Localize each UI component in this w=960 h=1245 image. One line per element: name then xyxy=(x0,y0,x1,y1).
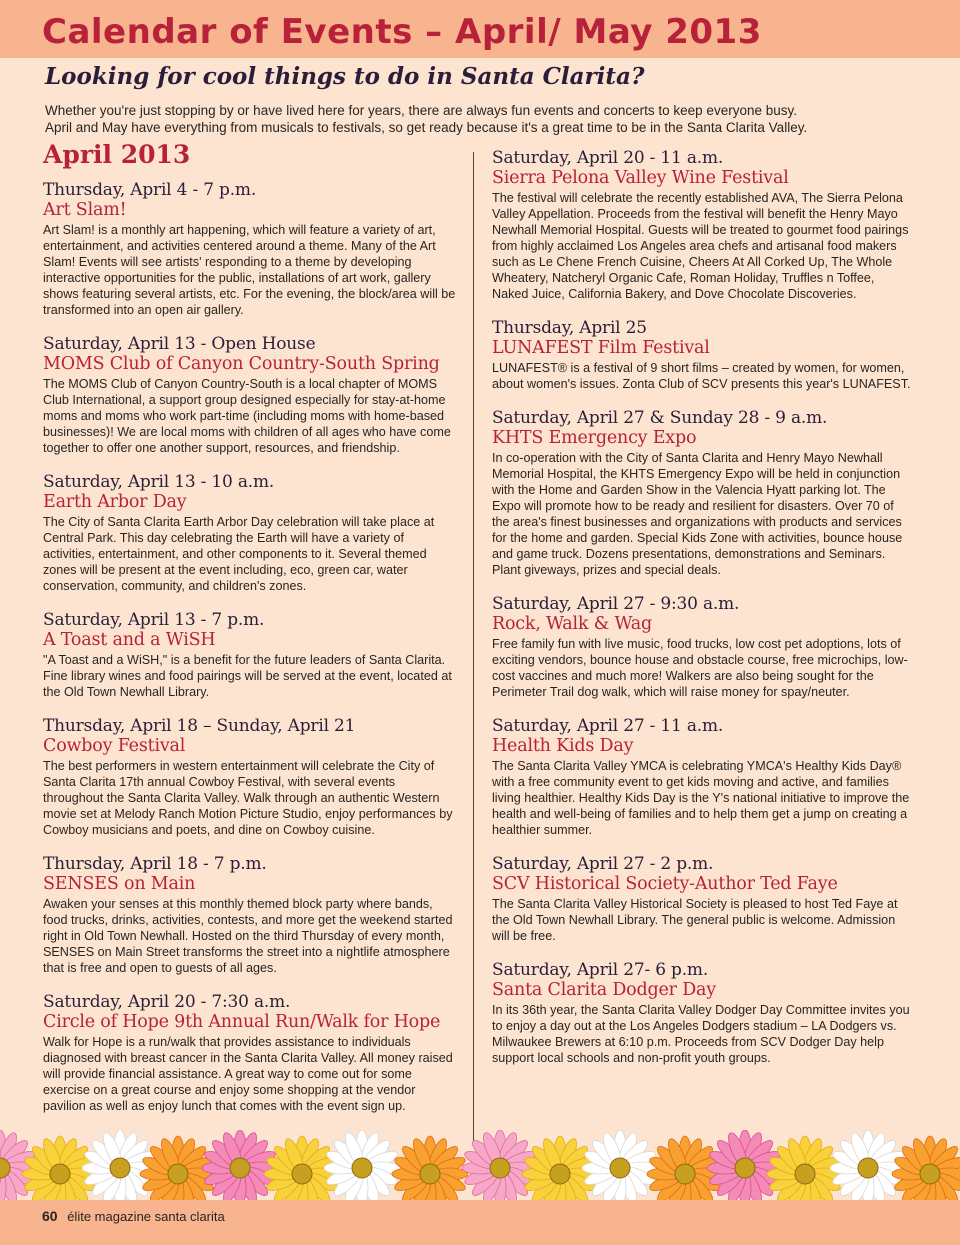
event-name: A Toast and a WiSH xyxy=(43,630,216,650)
event-name: MOMS Club of Canyon Country-South Spring xyxy=(43,354,440,374)
flower xyxy=(324,1130,400,1206)
event-name: LUNAFEST Film Festival xyxy=(492,338,710,358)
left-column xyxy=(43,140,458,1130)
page-subtitle: Looking for cool things to do in Santa Clarita? xyxy=(45,63,645,90)
event-date: Saturday, April 27 - 11 a.m. xyxy=(492,716,724,736)
event-name: Cowboy Festival xyxy=(43,736,186,756)
month-heading: April 2013 xyxy=(43,140,191,169)
event-name: Health Kids Day xyxy=(492,736,634,756)
event-description: Walk for Hope is a run/walk that provides assistance to individuals diagnosed with breast cancer in the Santa Clarita Valley. All money raised will provide financial assistance. A great way to come out for some exercise on a great course and enjoy some shopping at the vendor pavilion as well as enjoy lunch that comes with the event sign up. xyxy=(43,1035,453,1113)
event-description: Awaken your senses at this monthly themed block party where bands, food trucks, drinks, activities, contests, and more get the weekend started right in Old Town Newhall. Hosted on the third Thursday of every month, SENSES on Main Street transforms the street into a nightlife atmosphere that is free and open to guests of all ages. xyxy=(43,897,453,975)
event-description: Art Slam! is a monthly art happening, which will feature a variety of art, entertainment, and activities centered around a theme. Many of the Art Slam! Events will see artists' responding to a theme by developing interactive opportunities for the public, installations of art work, gallery shows featuring several artists, etc. For the evening, the block/area will be transformed into an open air gallery. xyxy=(43,223,456,317)
flower xyxy=(140,1136,216,1210)
event-description: In co-operation with the City of Santa Clarita and Henry Mayo Newhall Memorial Hospital, the KHTS Emergency Expo will be held in conjunction with the Home and Garden Show in the Valencia Hyatt parking lot. The Expo will promote how to be ready and resilient for disasters. Over 70 of the area's finest businesses and organizations with products and services for the home and garden. Special Kids Zone with activities, bounce house and game truck. Dozens presentations, demonstrations and Seminars. Plant giveways, prizes and special deals. xyxy=(492,451,903,577)
flower-border xyxy=(0,1130,960,1210)
flower xyxy=(582,1130,658,1206)
event-item xyxy=(43,180,458,318)
page-footer xyxy=(42,1208,225,1224)
event-date: Thursday, April 18 - 7 p.m. xyxy=(43,854,267,874)
publication-name: élite magazine santa clarita xyxy=(67,1209,225,1224)
flower xyxy=(202,1130,278,1206)
event-name: Circle of Hope 9th Annual Run/Walk for Hope xyxy=(43,1012,441,1032)
event-item xyxy=(43,992,458,1114)
event-date: Saturday, April 27 - 9:30 a.m. xyxy=(492,594,740,614)
flower xyxy=(392,1136,468,1210)
flower xyxy=(707,1130,783,1206)
column-divider xyxy=(473,152,474,1142)
right-column xyxy=(492,148,912,1082)
left-event-list xyxy=(43,180,458,1114)
event-item xyxy=(492,960,912,1066)
event-description: LUNAFEST® is a festival of 9 short films – created by women, for women, about women's issues. Zonta Club of SCV presents this year's LUNAFEST. xyxy=(492,361,911,391)
event-description: The best performers in western entertainment will celebrate the City of Santa Clarita 17th annual Cowboy Festival, with several events throughout the Santa Clarita Valley. Walk through an authentic Western movie set at Melody Ranch Motion Picture Studio, enjoy performances by Cowboy musicians and poets, and dine on Cowboy cuisine. xyxy=(43,759,453,837)
flower xyxy=(647,1136,723,1210)
event-item xyxy=(43,472,458,594)
intro-line: April and May have everything from musicals to festivals, so get ready because it's a great time to be in the Santa Clarita Valley. xyxy=(45,120,808,135)
flower xyxy=(830,1130,906,1206)
flower xyxy=(462,1130,538,1206)
event-name: SENSES on Main xyxy=(43,874,196,894)
event-date: Thursday, April 18 – Sunday, April 21 xyxy=(43,716,356,736)
event-description: In its 36th year, the Santa Clarita Valley Dodger Day Committee invites you to enjoy a day out at the Los Angeles Dodgers stadium – LA Dodgers vs. Milwaukee Brewers at 6:10 p.m. Proceeds from SCV Dodger Day help support local schools and non-profit youth groups. xyxy=(492,1003,910,1065)
event-name: Art Slam! xyxy=(43,200,127,220)
event-item xyxy=(43,716,458,838)
intro-paragraph xyxy=(45,102,925,136)
page-number: 60 xyxy=(42,1208,58,1224)
event-description: The festival will celebrate the recently established AVA, The Sierra Pelona Valley Appellation. Proceeds from the festival will benefit the Henry Mayo Newhall Memorial Hospital. Guests will be treated to gourmet food pairings from highly acclaimed Los Angeles area chefs and artisanal food makers such as Le Chene French Cuisine, Cheers At All Corked Up, The Whole Wheatery, Natcheryl Organic Cafe, Roman Holiday, Truffles n Toffee, Naked Juice, California Bakery, and Dove Chocolate Discoveries. xyxy=(492,191,909,301)
flower xyxy=(892,1136,960,1210)
flower xyxy=(522,1136,598,1210)
event-date: Saturday, April 27 - 2 p.m. xyxy=(492,854,714,874)
event-name: KHTS Emergency Expo xyxy=(492,428,697,448)
intro-line: Whether you're just stopping by or have lived here for years, there are always fun events and concerts to keep everyone busy. xyxy=(45,103,797,118)
event-description: "A Toast and a WiSH," is a benefit for the future leaders of Santa Clarita. Fine library wines and food pairings will be served at the event, located at the Old Town Newhall Library. xyxy=(43,653,452,699)
event-name: Sierra Pelona Valley Wine Festival xyxy=(492,168,789,188)
flower xyxy=(82,1130,158,1206)
event-item xyxy=(492,318,912,392)
page-title: Calendar of Events – April/ May 2013 xyxy=(42,12,762,52)
event-description: The Santa Clarita Valley YMCA is celebrating YMCA's Healthy Kids Day® with a free community event to get kids moving and active, and families living healthier. Healthy Kids Day is the Y's national initiative to improve the health and well-being of families and to help them get a jump on creating a healthier summer. xyxy=(492,759,910,837)
event-date: Saturday, April 13 - 7 p.m. xyxy=(43,610,265,630)
flower xyxy=(22,1136,98,1210)
event-item xyxy=(492,854,912,944)
event-item xyxy=(492,594,912,700)
event-date: Saturday, April 27 & Sunday 28 - 9 a.m. xyxy=(492,408,828,428)
event-name: SCV Historical Society-Author Ted Faye xyxy=(492,874,838,894)
event-item xyxy=(43,334,458,456)
event-description: The City of Santa Clarita Earth Arbor Day celebration will take place at Central Park. This day celebrating the Earth will have a variety of activities, entertainment, and other components to it. Several themed zones will be present at the event including, eco, green car, water conservation, community, and children's zones. xyxy=(43,515,435,593)
event-name: Earth Arbor Day xyxy=(43,492,187,512)
event-date: Thursday, April 25 xyxy=(492,318,647,338)
event-item xyxy=(43,610,458,700)
flower xyxy=(264,1136,340,1210)
flower xyxy=(767,1136,843,1210)
right-event-list xyxy=(492,148,912,1066)
event-description: Free family fun with live music, food trucks, low cost pet adoptions, lots of exciting vendors, bounce house and obstacle course, free microchips, low-cost vaccines and much more! Walkers are also being sought for the Perimeter Trail dog walk, which will raise money for spay/neuter. xyxy=(492,637,908,699)
event-date: Saturday, April 20 - 7:30 a.m. xyxy=(43,992,291,1012)
event-date: Thursday, April 4 - 7 p.m. xyxy=(43,180,257,200)
event-date: Saturday, April 20 - 11 a.m. xyxy=(492,148,724,168)
event-description: The Santa Clarita Valley Historical Society is pleased to host Ted Faye at the Old Town Newhall Library. The general public is welcome. Admission will be free. xyxy=(492,897,898,943)
event-description: The MOMS Club of Canyon Country-South is a local chapter of MOMS Club International, a support group designed especially for stay-at-home moms and moms who work part-time (including moms with home-based businesses)! We are local moms with children of all ages who have come together to offer one another support, resources, and friendship. xyxy=(43,377,451,455)
event-item xyxy=(43,854,458,976)
event-item xyxy=(492,148,912,302)
event-date: Saturday, April 13 - 10 a.m. xyxy=(43,472,275,492)
flower-border-illustration xyxy=(0,1130,960,1210)
event-name: Santa Clarita Dodger Day xyxy=(492,980,716,1000)
event-date: Saturday, April 13 - Open House xyxy=(43,334,316,354)
event-name: Rock, Walk & Wag xyxy=(492,614,652,634)
event-item xyxy=(492,716,912,838)
event-date: Saturday, April 27- 6 p.m. xyxy=(492,960,709,980)
event-item xyxy=(492,408,912,578)
